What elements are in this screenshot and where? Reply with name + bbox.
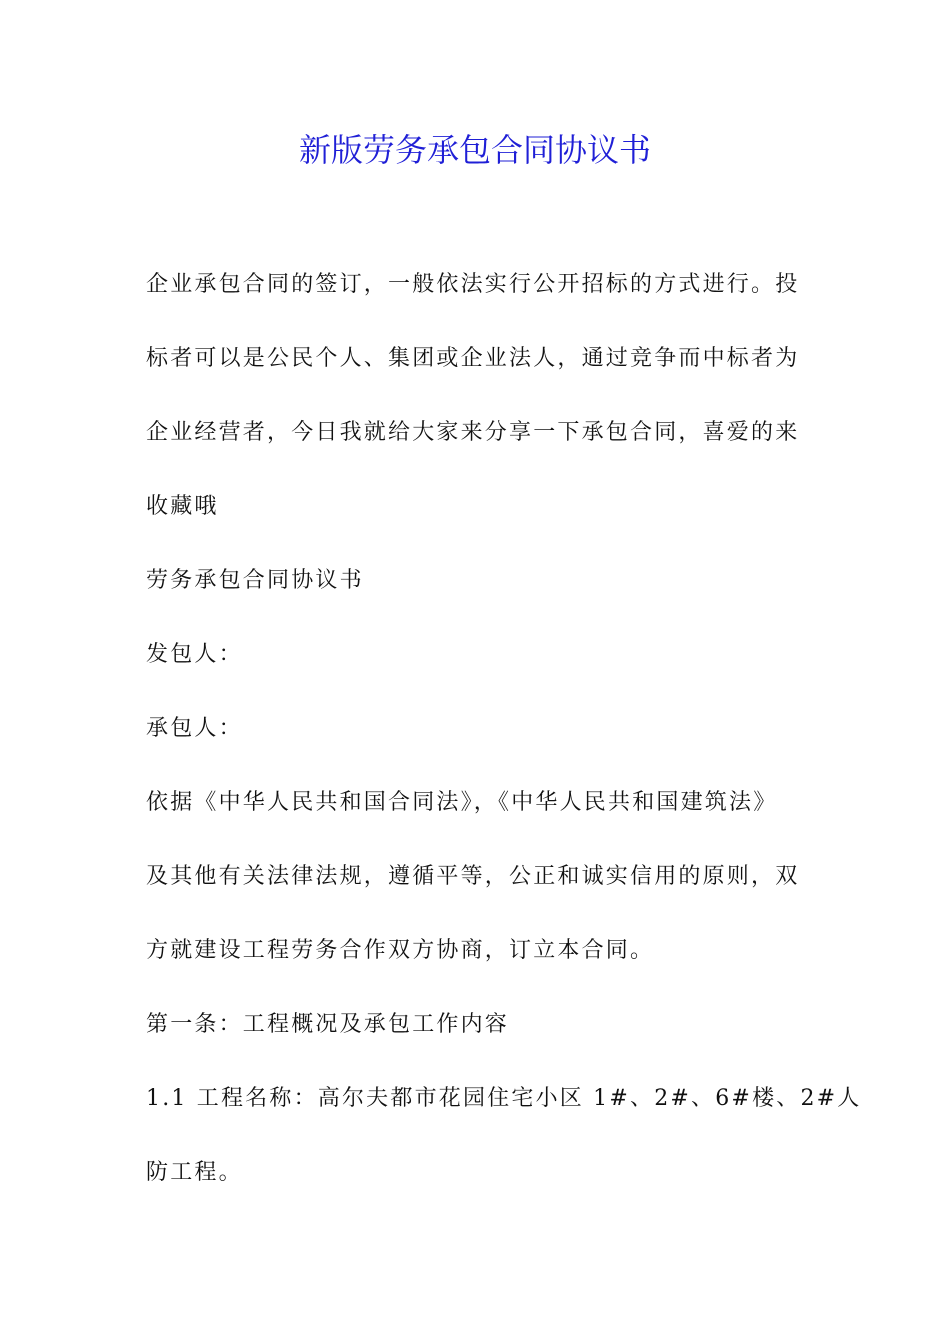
party-contractor-label: 承包人： — [146, 716, 243, 741]
document-title: 新版劳务承包合同协议书 — [298, 131, 651, 169]
paragraph-line: 及其他有关法律法规，遵循平等，公正和诚实信用的原则，双 — [146, 864, 800, 889]
paragraph-line: 企业经营者，今日我就给大家来分享一下承包合同，喜爱的来 — [146, 420, 800, 445]
paragraph-line: 企业承包合同的签订，一般依法实行公开招标的方式进行。投 — [146, 272, 800, 297]
clause-line: 1.1 工程名称：高尔夫都市花园住宅小区 1#、2#、6#楼、2#人 — [146, 1086, 862, 1111]
party-employer-label: 发包人： — [146, 642, 243, 667]
paragraph-line: 标者可以是公民个人、集团或企业法人，通过竞争而中标者为 — [146, 346, 800, 371]
paragraph-line: 依据《中华人民共和国合同法》，《中华人民共和国建筑法》 — [146, 790, 778, 815]
clause-line: 防工程。 — [146, 1160, 243, 1185]
document-body — [146, 248, 862, 1210]
paragraph-line: 方就建设工程劳务合作双方协商，订立本合同。 — [146, 938, 655, 963]
article-heading: 第一条：工程概况及承包工作内容 — [146, 1012, 510, 1037]
paragraph-line: 收藏哦 — [146, 494, 219, 519]
section-heading: 劳务承包合同协议书 — [146, 568, 364, 593]
